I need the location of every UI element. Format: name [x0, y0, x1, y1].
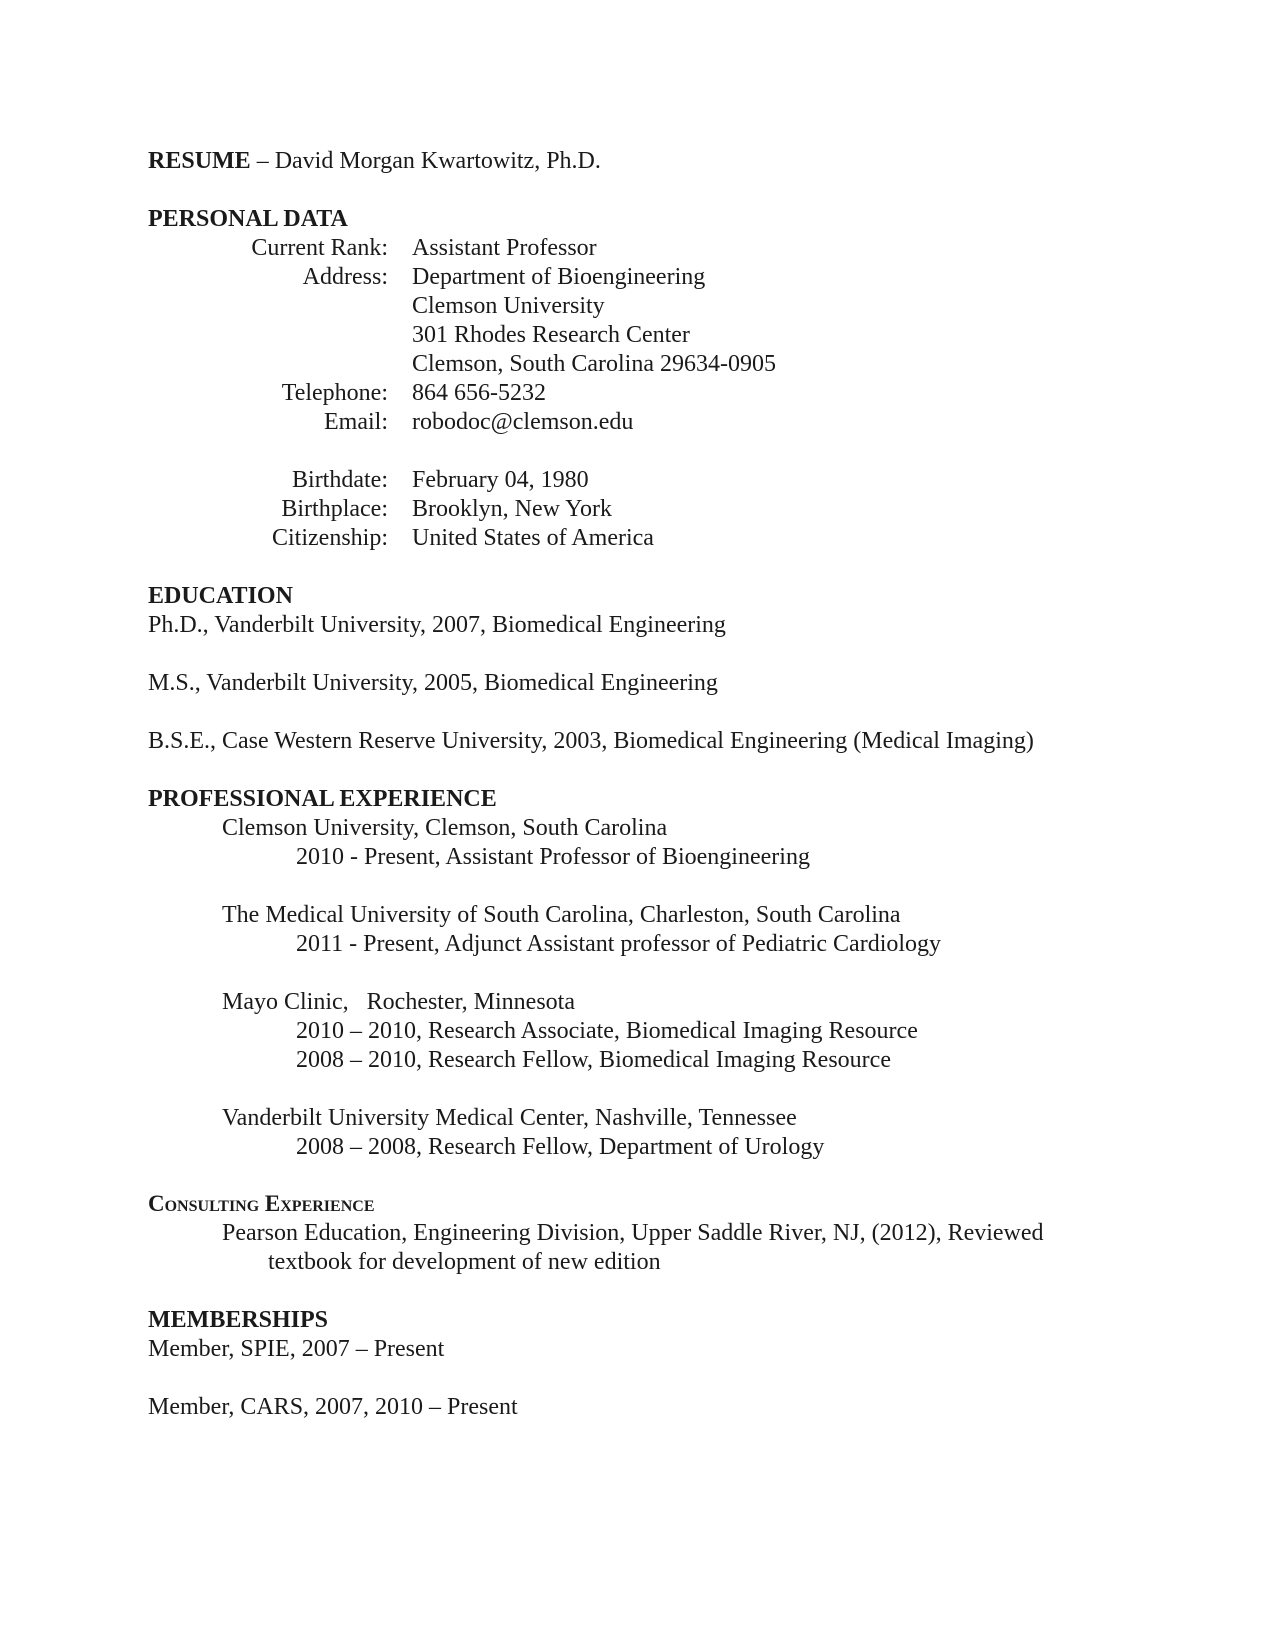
- experience-role: 2010 – 2010, Research Associate, Biomedical Imaging Resource: [296, 1018, 918, 1044]
- address-line: Clemson University: [412, 293, 605, 319]
- education-item: M.S., Vanderbilt University, 2005, Biomedical Engineering: [148, 670, 718, 696]
- address-line: 301 Rhodes Research Center: [412, 322, 690, 348]
- rank-label: Current Rank:: [251, 235, 388, 261]
- experience-org: The Medical University of South Carolina, Charleston, South Carolina: [222, 902, 901, 928]
- title-dash: –: [256, 148, 269, 174]
- resume-label: RESUME: [148, 148, 251, 174]
- address-line: Clemson, South Carolina 29634-0905: [412, 351, 776, 377]
- experience-role: 2008 – 2008, Research Fellow, Department of Urology: [296, 1134, 825, 1160]
- consulting-line: textbook for development of new edition: [268, 1249, 661, 1275]
- consulting-line: Pearson Education, Engineering Division, Upper Saddle River, NJ, (2012), Reviewed: [222, 1220, 1044, 1246]
- birthdate-label: Birthdate:: [292, 467, 388, 493]
- experience-heading: PROFESSIONAL EXPERIENCE: [148, 786, 497, 812]
- experience-role: 2011 - Present, Adjunct Assistant professor of Pediatric Cardiology: [296, 931, 942, 957]
- email-label: Email:: [324, 409, 388, 435]
- resume-name: David Morgan Kwartowitz, Ph.D.: [274, 148, 601, 174]
- birthdate-value: February 04, 1980: [412, 467, 589, 493]
- telephone-value: 864 656-5232: [412, 380, 546, 406]
- birthplace-value: Brooklyn, New York: [412, 496, 613, 522]
- address-label: Address:: [302, 264, 388, 290]
- experience-role: 2010 - Present, Assistant Professor of Bioengineering: [296, 844, 810, 870]
- experience-org: Mayo Clinic, Rochester, Minnesota: [222, 989, 575, 1015]
- consulting-heading: Consulting Experience: [148, 1191, 375, 1216]
- membership-item: Member, CARS, 2007, 2010 – Present: [148, 1394, 518, 1420]
- education-item: B.S.E., Case Western Reserve University, 2003, Biomedical Engineering (Medical Imaging): [148, 728, 1034, 754]
- education-heading: EDUCATION: [148, 583, 293, 609]
- resume-title: [148, 146, 601, 176]
- experience-org: Vanderbilt University Medical Center, Nashville, Tennessee: [222, 1105, 797, 1131]
- email-value: robodoc@clemson.edu: [412, 409, 634, 435]
- telephone-label: Telephone:: [281, 380, 388, 406]
- memberships-heading: MEMBERSHIPS: [148, 1307, 329, 1333]
- birthplace-label: Birthplace:: [281, 496, 388, 522]
- personal-data-heading: PERSONAL DATA: [148, 206, 348, 232]
- experience-role: 2008 – 2010, Research Fellow, Biomedical Imaging Resource: [296, 1047, 891, 1073]
- citizenship-label: Citizenship:: [272, 525, 388, 551]
- rank-value: Assistant Professor: [412, 235, 597, 261]
- membership-item: Member, SPIE, 2007 – Present: [148, 1336, 445, 1362]
- citizenship-value: United States of America: [412, 525, 654, 551]
- address-line: Department of Bioengineering: [412, 264, 706, 290]
- education-item: Ph.D., Vanderbilt University, 2007, Biomedical Engineering: [148, 612, 726, 638]
- experience-org: Clemson University, Clemson, South Carolina: [222, 815, 668, 841]
